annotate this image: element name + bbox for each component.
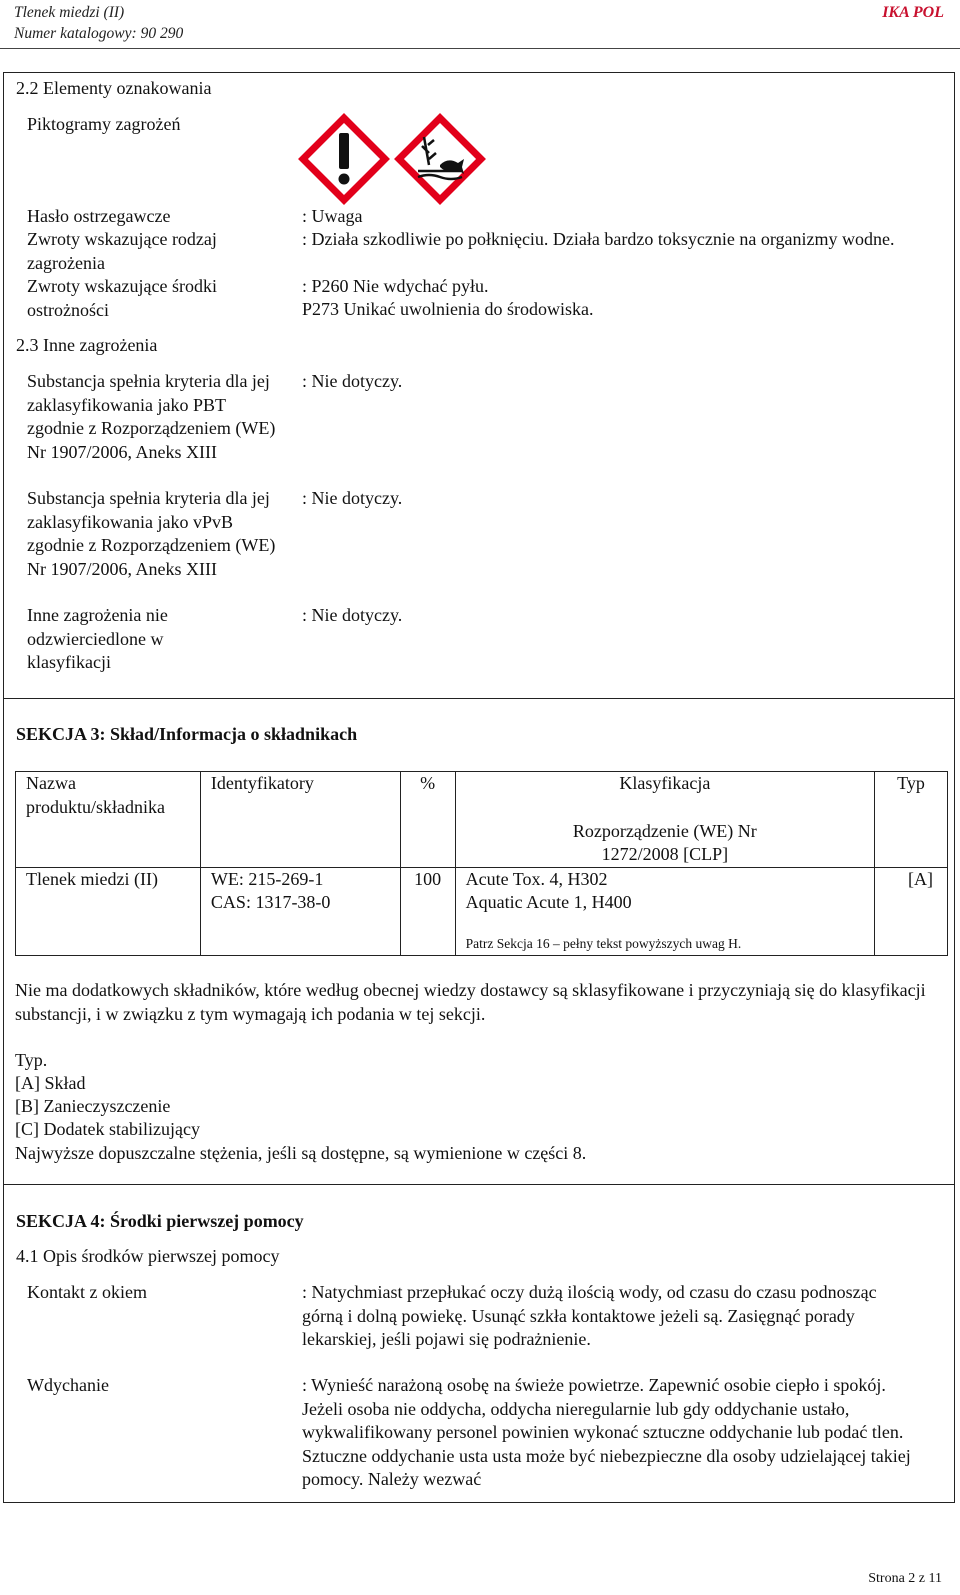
exposure-limits-note: Najwyższe dopuszczalne stężenia, jeśli są dostępne, są wymienione w części 8. <box>15 1143 587 1163</box>
section-4-title: SEKCJA 4: Środki pierwszej pomocy <box>16 1211 304 1231</box>
type-a: [A] Skład <box>15 1073 86 1093</box>
other-hazards-value: : Nie dotyczy. <box>302 605 403 625</box>
h-statements-note: Patrz Sekcja 16 – pełny tekst powyższych uwag H. <box>465 935 742 951</box>
col-class-header: Klasyfikacja <box>619 773 711 793</box>
header-ids-cell <box>200 772 400 868</box>
precautionary-statement-1: : P260 Nie wdychać pyłu. <box>302 276 489 296</box>
table-row <box>16 867 948 955</box>
environment-icon <box>394 113 486 205</box>
other-hazards-label: Inne zagrożenia nie odzwierciedlone w klasyfikacji <box>27 605 168 672</box>
section-2-2-title: 2.2 Elementy oznakowania <box>16 78 212 98</box>
page-number: Strona 2 z 11 <box>868 1570 942 1586</box>
col-pct-header: % <box>420 773 436 793</box>
col-name-header: Nazwa produktu/składnika <box>26 773 165 817</box>
precautionary-statement-2: P273 Unikać uwolnienia do środowiska. <box>302 299 594 319</box>
inhalation-label: Wdychanie <box>27 1375 109 1395</box>
classification-1: Acute Tox. 4, H302 <box>465 868 608 889</box>
header-divider <box>0 48 960 49</box>
additional-components-text: Nie ma dodatkowych składników, które według obecnej wiedzy dostawcy są sklasyfikowane i przyczyniają się do klasyfikacji substancji, i w związku z tym wymagają ich podania w tej sekcji. <box>15 980 926 1024</box>
pbt-label: Substancja spełnia kryteria dla jej zaklasyfikowania jako PBT zgodnie z Rozporządzeniem (WE) Nr 1907/2006, Aneks XIII <box>27 371 276 462</box>
ec-number: WE: 215-269-1 <box>210 868 324 889</box>
section-3-title: SEKCJA 3: Skład/Informacja o składnikach <box>16 724 358 744</box>
classification-2: Aquatic Acute 1, H400 <box>465 892 632 912</box>
percentage: 100 <box>414 868 442 889</box>
brand-name: IKA POL <box>882 4 944 21</box>
composition-table <box>15 771 948 956</box>
eye-contact-label: Kontakt z okiem <box>27 1282 147 1302</box>
col-class-subheader: Rozporządzenie (WE) Nr 1272/2008 [CLP] <box>572 820 757 864</box>
header-type-cell <box>875 772 948 868</box>
component-name: Tlenek miedzi (II) <box>26 868 158 889</box>
header-name-cell <box>16 772 201 868</box>
vpvb-label: Substancja spełnia kryteria dla jej zaklasyfikowania jako vPvB zgodnie z Rozporządzeniem (WE) Nr 1907/2006, Aneks XIII <box>27 488 276 579</box>
catalog-number: Numer katalogowy: 90 290 <box>14 25 184 42</box>
hazard-statements-label: Zwroty wskazujące rodzaj zagrożenia <box>27 229 217 273</box>
inhalation-value: : Wynieść narażoną osobę na świeże powietrze. Zapewnić osobie ciepło i spokój. Jeżeli osoba nie oddycha, oddycha nieregularnie lub gdy oddychanie ustało, wykwalifikowany personel powinien wykonać sztuczne oddychanie lub podać tlen. Sztuczne oddychanie usta usta może być niebezpieczne dla osoby udzielającej takiej pomocy. Należy wezwać <box>302 1375 911 1489</box>
hazard-statements-value: : Działa szkodliwie po połknięciu. Działa bardzo toksycznie na organizmy wodne. <box>302 229 895 249</box>
signal-word-label: Hasło ostrzegawcze <box>27 206 171 226</box>
section-2-3-title: 2.3 Inne zagrożenia <box>16 335 158 355</box>
component-type: [A] <box>908 868 933 889</box>
section-2-box <box>3 72 955 699</box>
precautionary-statements-label: Zwroty wskazujące środki ostrożności <box>27 276 217 320</box>
exclamation-mark-icon <box>298 113 390 205</box>
col-type-header: Typ <box>897 773 925 793</box>
header-class-cell <box>455 772 874 868</box>
product-name: Tlenek miedzi (II) <box>14 4 125 21</box>
col-ids-header: Identyfikatory <box>210 773 314 793</box>
document-header <box>14 2 183 44</box>
header-pct-cell <box>400 772 455 868</box>
eye-contact-value: : Natychmiast przepłukać oczy dużą ilością wody, od czasu do czasu podnosząc górną i dolną powiekę. Usunąć szkła kontaktowe jeżeli są. Zasięgnąć porady lekarskiej, jeśli pojawi się podrażnienie. <box>302 1282 877 1349</box>
type-heading: Typ. <box>15 1050 48 1070</box>
pictograms-label: Piktogramy zagrożeń <box>27 114 181 134</box>
pbt-value: : Nie dotyczy. <box>302 371 403 391</box>
type-c: [C] Dodatek stabilizujący <box>15 1119 200 1139</box>
type-b: [B] Zanieczyszczenie <box>15 1096 171 1116</box>
section-4-1-title: 4.1 Opis środków pierwszej pomocy <box>16 1246 280 1266</box>
signal-word-value: : Uwaga <box>302 206 363 226</box>
section-4-box <box>3 1185 955 1503</box>
cas-number: CAS: 1317-38-0 <box>210 892 331 912</box>
vpvb-value: : Nie dotyczy. <box>302 488 403 508</box>
